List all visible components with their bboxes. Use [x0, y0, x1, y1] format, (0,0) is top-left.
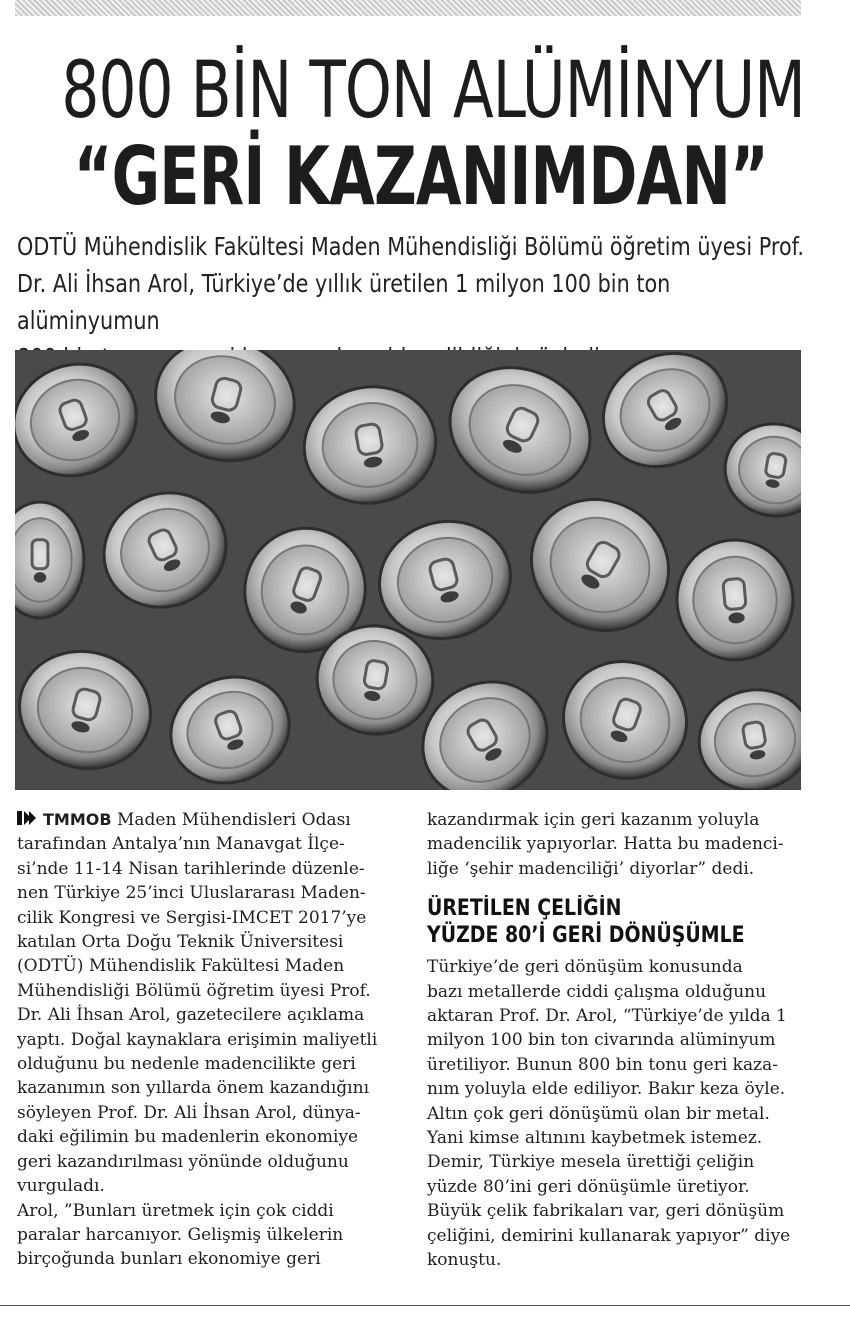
- body-column-left: [17, 808, 407, 1272]
- body-line: çeliğini, demirini kullanarak yapıyor” diye: [427, 1225, 791, 1246]
- chevron-right-icon: [17, 810, 39, 826]
- body-line: nım yoluyla elde ediliyor. Bakır keza öyle.: [427, 1079, 786, 1100]
- body-column-right: [427, 808, 817, 1273]
- body-line: yaptı. Doğal kaynaklara erişimin maliyetli: [17, 1029, 378, 1050]
- subheading-line: YÜZDE 80’İ GERİ DÖNÜŞÜMLE: [427, 923, 745, 949]
- body-line: cilik Kongresi ve Sergisi-IMCET 2017’ye: [17, 907, 367, 928]
- body-line: Maden Mühendisleri Odası: [111, 810, 351, 830]
- body-line: (ODTÜ) Mühendislik Fakültesi Maden: [17, 956, 345, 977]
- body-line: söyleyen Prof. Dr. Ali İhsan Arol, dünya-: [17, 1102, 361, 1123]
- body-line: daki eğilimin bu madenlerin ekonomiye: [17, 1127, 359, 1148]
- body-line: kazanımın son yıllarda önem kazandığını: [17, 1078, 370, 1099]
- body-line: vurguladı.: [17, 1176, 105, 1197]
- body-line: birçoğunda bunları ekonomiye geri: [17, 1249, 321, 1270]
- body-line: Altın çok geri dönüşümü olan bir metal.: [427, 1103, 770, 1124]
- body-line: geri kazandırılması yönünde olduğunu: [17, 1151, 349, 1172]
- body-line: yüzde 80’ini geri dönüşümle üretiyor.: [427, 1176, 750, 1197]
- body-line: olduğunu bu nedenle madencilikte geri: [17, 1054, 356, 1075]
- body-line: Mühendisliği Bölümü öğretim üyesi Prof.: [17, 980, 371, 1001]
- kicker-label: TMMOB: [43, 810, 112, 829]
- subheading-line: ÜRETİLEN ÇELİĞİN: [427, 896, 622, 922]
- body-line: aktaran Prof. Dr. Arol, “Türkiye’de yılda 1: [427, 1006, 787, 1027]
- top-pattern-bar: [15, 0, 801, 16]
- lede-line: Dr. Ali İhsan Arol, Türkiye’de yıllık üretilen 1 milyon 100 bin ton alüminyumun: [17, 269, 671, 335]
- body-line: üretiliyor. Bunun 800 bin tonu geri kaza-: [427, 1054, 778, 1075]
- body-line: liğe ‘şehir madenciliği’ diyorlar” dedi.: [427, 858, 755, 879]
- body-line: Büyük çelik fabrikaları var, geri dönüşüm: [427, 1201, 785, 1222]
- body-line: paralar harcanıyor. Gelişmiş ülkelerin: [17, 1224, 344, 1245]
- headline-line-2: “GERİ KAZANIMDAN”: [73, 130, 768, 223]
- body-paragraph: [17, 808, 407, 832]
- body-line: bazı metallerde ciddi çalışma olduğunu: [427, 981, 767, 1002]
- body-line: Yani kimse altınını kaybetmek istemez.: [427, 1128, 763, 1149]
- body-line: madencilik yapıyorlar. Hatta bu madenci-: [427, 834, 784, 855]
- body-line: Demir, Türkiye mesela ürettiği çeliğin: [427, 1152, 755, 1173]
- cans-illustration: [15, 350, 801, 790]
- body-line: milyon 100 bin ton civarında alüminyum: [427, 1030, 776, 1051]
- lede-line: ODTÜ Mühendislik Fakültesi Maden Mühendisliği Bölümü öğretim üyesi Prof.: [17, 232, 805, 261]
- body-line: Dr. Ali İhsan Arol, gazetecilere açıklama: [17, 1005, 365, 1026]
- body-line: tarafından Antalya’nın Manavgat İlçe-: [17, 834, 345, 855]
- body-line: Arol, ”Bunları üretmek için çok ciddi: [17, 1200, 334, 1221]
- body-line: Türkiye’de geri dönüşüm konusunda: [427, 957, 743, 978]
- section-subheading: [427, 895, 805, 949]
- body-line: kazandırmak için geri kazanım yoluyla: [427, 810, 760, 830]
- headline-line-1: 800 BİN TON ALÜMİNYUM: [61, 46, 805, 136]
- body-line: katılan Orta Doğu Teknik Üniversitesi: [17, 932, 344, 953]
- aluminium-cans-photo: [15, 350, 801, 790]
- body-line: nen Türkiye 25’inci Uluslararası Maden-: [17, 883, 366, 904]
- bottom-rule: [0, 1305, 850, 1306]
- body-line: konuştu.: [427, 1250, 502, 1271]
- body-line: si’nde 11-14 Nisan tarihlerinde düzenle-: [17, 858, 365, 879]
